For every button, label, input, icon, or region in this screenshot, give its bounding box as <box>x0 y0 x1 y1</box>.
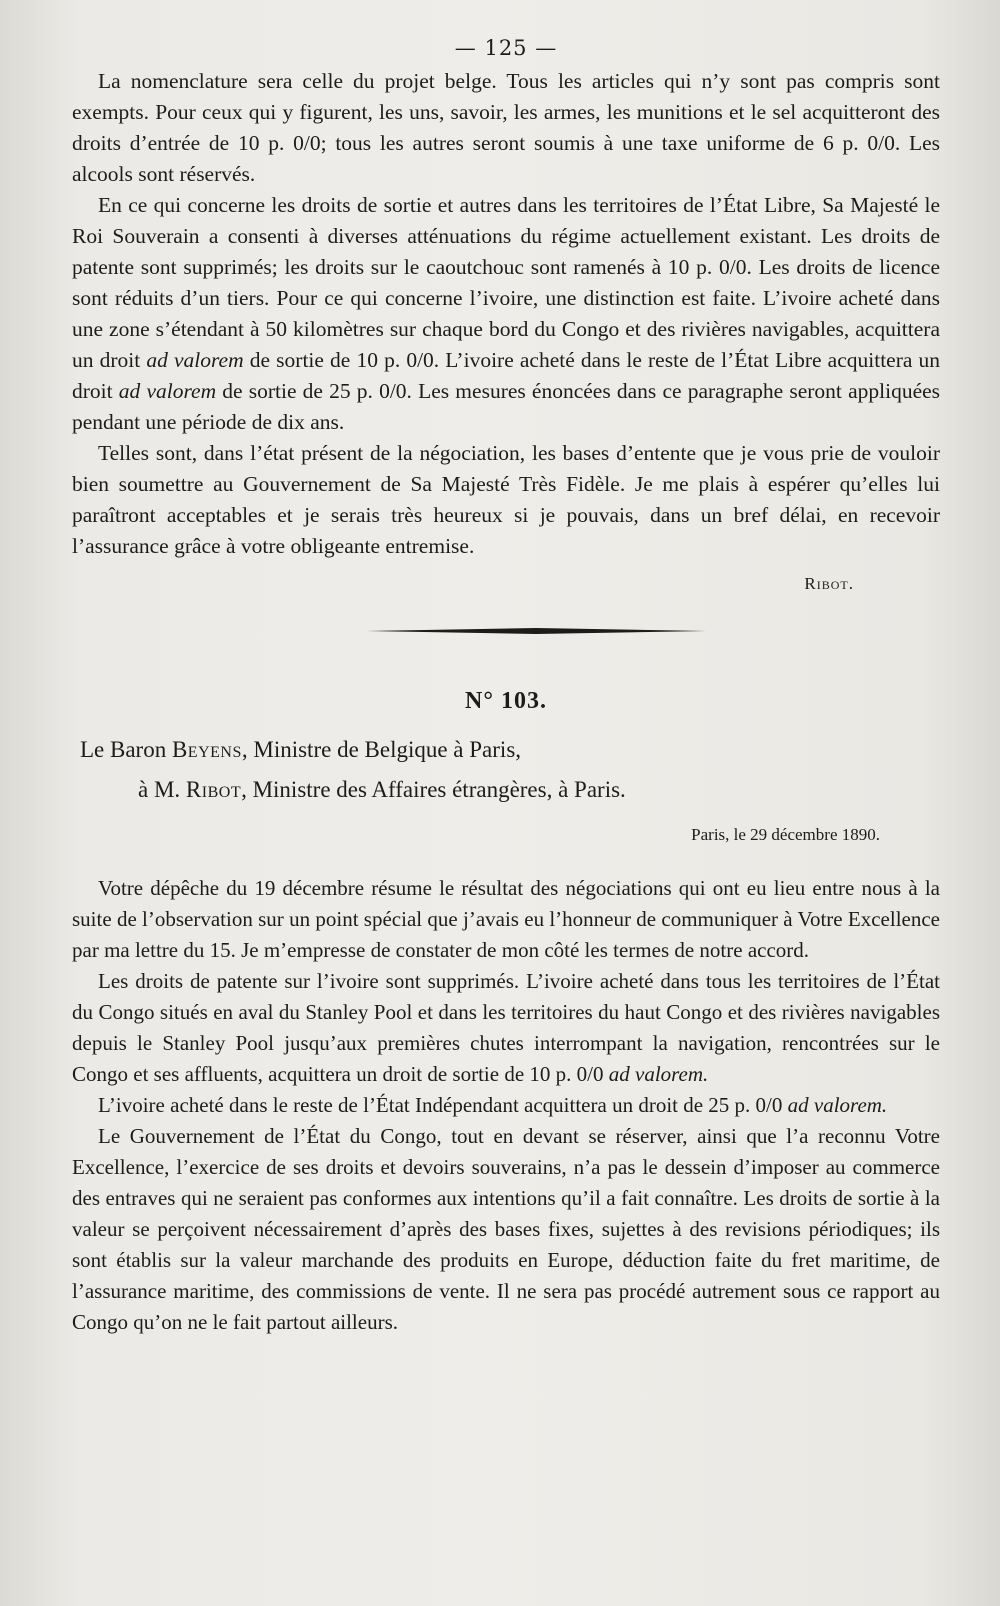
paragraph-closing: Telles sont, dans l’état présent de la négociation, les bases d’entente que je vous prie de vouloir bien soumettre au Gouvernement de Sa Majesté Très Fidèle. Je me plais à espérer qu’elles lui paraîtront acceptables et je serais très heureux si je pouvais, dans un bref délai, en recevoir l’assurance grâce à votre obligeante entremise. <box>72 441 940 558</box>
header-recipient-name: Ribot <box>185 777 242 802</box>
page-number: — 125 — <box>454 36 558 60</box>
bottom-section <box>72 873 940 1338</box>
signature-ribot: Ribot. <box>804 574 854 593</box>
paragraph-exit-duties-cont: de sortie de 10 p. 0/0. L’ivoire acheté dans le reste de l’État Libre acquittera un droit <box>72 348 941 403</box>
header-recipient-prefix: à M. <box>138 777 186 802</box>
paragraph-reply: Votre dépêche du 19 décembre résume le résultat des négociations qui ont eu lieu entre nous à la suite de l’observation sur un point spécial que j’avais eu l’honneur de communiquer à Votre Excellence par ma lettre du 15. Je m’empresse de constater de mon côté les termes de notre accord. <box>72 876 940 962</box>
header-sender <box>80 737 940 763</box>
paragraph-exit-duties <box>72 190 940 438</box>
header-sender-name: Beyens <box>171 737 242 762</box>
paragraph-exit-duties-end: de sortie de 25 p. 0/0. Les mesures énoncées dans ce paragraphe seront appliquées pendant une période de dix ans. <box>72 379 941 434</box>
paragraph-nomenclature: La nomenclature sera celle du projet belge. Tous les articles qui n’y sont pas compris sont exempts. Pour ceux qui y figurent, les uns, savoir, les armes, les munitions et le sel acquitteront des droits d’entrée de 10 p. 0/0; tous les autres seront soumis à une taxe uniforme de 6 p. 0/0. Les alcools sont réservés. <box>72 69 940 186</box>
italic-ad-valorem-4: ad valorem. <box>787 1093 888 1117</box>
header-sender-suffix: , Ministre de Belgique à Paris, <box>241 737 522 762</box>
paragraph-remaining-ivory <box>72 1090 940 1121</box>
paragraph-remaining-ivory-text: L’ivoire acheté dans le reste de l’État Indépendant acquittera un droit de 25 p. 0/0 <box>98 1093 783 1117</box>
section-divider <box>366 628 706 632</box>
italic-ad-valorem-3: ad valorem. <box>608 1062 709 1086</box>
header-sender-prefix: Le Baron <box>80 737 172 762</box>
document-number: N° 103. <box>465 688 547 714</box>
italic-ad-valorem-2: ad valorem <box>118 379 217 403</box>
date-line: Paris, le 29 décembre 1890. <box>691 825 880 844</box>
italic-ad-valorem: ad valorem <box>146 348 244 372</box>
paragraph-patent-duties <box>72 966 940 1090</box>
top-section <box>72 66 940 594</box>
header-recipient-suffix: , Ministre des Affaires étrangères, à Paris. <box>241 777 626 802</box>
paragraph-patent-duties-text: Les droits de patente sur l’ivoire sont supprimés. L’ivoire acheté dans tous les territoires de l’État du Congo situés en aval du Stanley Pool et dans les territoires du haut Congo et des rivières navigables depuis le Stanley Pool jusqu’aux premières chutes interrompant la navigation, rencontrées sur le Congo et ses affluents, acquittera un droit de sortie de 10 p. 0/0 <box>72 969 940 1086</box>
header-recipient <box>138 777 940 803</box>
paragraph-government: Le Gouvernement de l’État du Congo, tout en devant se réserver, ainsi que l’a reconnu Votre Excellence, l’exercice de ses droits et devoirs souverains, n’a pas le dessein d’imposer au commerce des entraves qui ne seraient pas conformes aux intentions qu’il a fait connaître. Les droits de sortie à la valeur se perçoivent nécessairement d’après des bases fixes, sujettes à des revisions périodiques; ils sont établis sur la valeur marchande des produits en Europe, déduction faite du fret maritime, de l’assurance maritime, des commissions de vente. Il ne sera pas procédé autrement sous ce rapport au Congo qu’on ne le fait partout ailleurs. <box>72 1124 940 1334</box>
paragraph-exit-duties-text: En ce qui concerne les droits de sortie et autres dans les territoires de l’État Libre, Sa Majesté le Roi Souverain a consenti à diverses atténuations du régime actuellement existant. Les droits de patente sont supprimés; les droits sur le caoutchouc sont ramenés à 10 p. 0/0. Les droits de licence sont réduits d’un tiers. Pour ce qui concerne l’ivoire, une distinction est faite. L’ivoire acheté dans une zone s’étendant à 50 kilomètres sur chaque bord du Congo et des rivières navigables, acquittera un droit <box>72 193 940 372</box>
